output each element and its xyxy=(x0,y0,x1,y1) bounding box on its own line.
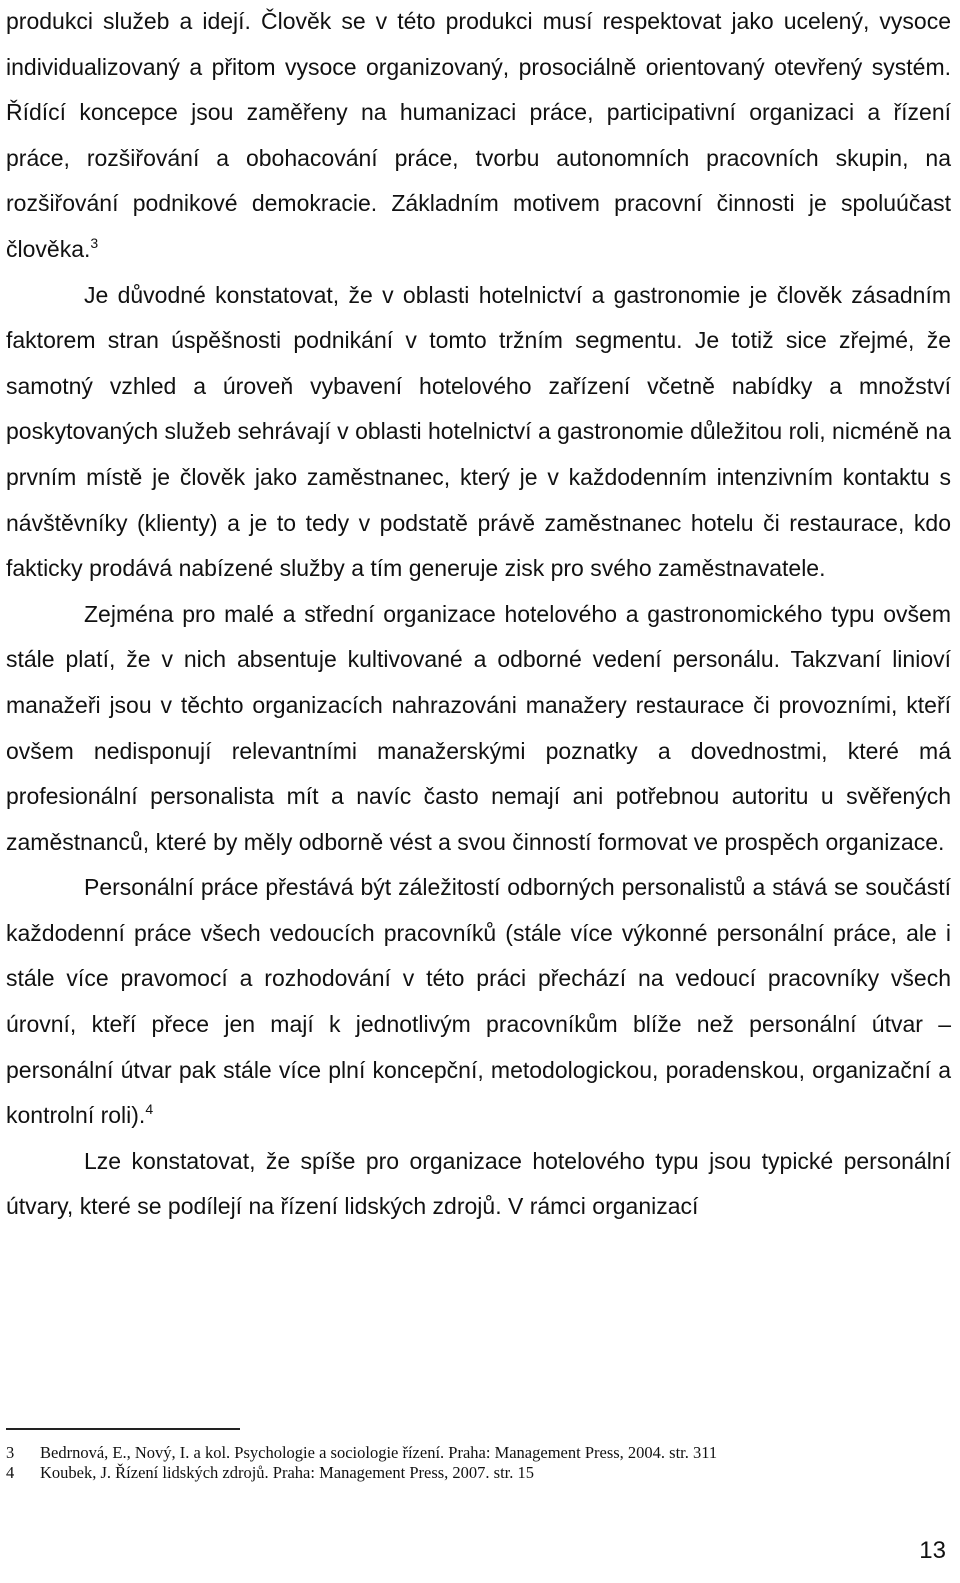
paragraph-5-text: Lze konstatovat, že spíše pro organizace hotelového typu jsou typické personální útvary, které se podílejí na řízení lidských zdrojů. V rámci organizací xyxy=(6,1147,951,1220)
page-number: 13 xyxy=(919,1537,946,1564)
footnote-text: Bedrnová, E., Nový, I. a kol. Psychologie a sociologie řízení. Praha: Management Press, 2004. str. 311 xyxy=(40,1443,718,1462)
footnote-4 xyxy=(6,1463,926,1483)
paragraph-1 xyxy=(6,0,951,273)
footnote-ref-4: 4 xyxy=(145,1101,154,1118)
paragraph-2-text: Je důvodné konstatovat, že v oblasti hotelnictví a gastronomie je člověk zásadním faktorem stran úspěšnosti podnikání v tomto tržním segmentu. Je totiž sice zřejmé, že samotný vzhled a úroveň vybavení hotelového zařízení včetně nabídky a množství poskytovaných služeb sehrávají v oblasti hotelnictví a gastronomie důležitou roli, nicméně na prvním místě je člověk jako zaměstnanec, který je v každodenním intenzivním kontaktu s návštěvníky (klienty) a je to tedy v podstatě právě zaměstnanec hotelu či restaurace, kdo fakticky prodává nabízené služby a tím generuje zisk pro svého zaměstnavatele. xyxy=(6,281,951,582)
footnote-ref-3: 3 xyxy=(90,234,99,251)
paragraph-3-text: Zejména pro malé a střední organizace hotelového a gastronomického typu ovšem stále platí, že v nich absentuje kultivované a odborné vedení personálu. Takzvaní linioví manažeři jsou v těchto organizacích nahrazováni manažery restaurace či provozními, kteří ovšem nedisponují relevantními manažerskými poznatky a dovednostmi, které má profesionální personalista mít a navíc často nemají ani potřebnou autoritu u svěřených zaměstnanců, které by měly odborně vést a svou činností formovat ve prospěch organizace. xyxy=(6,600,951,855)
paragraph-4 xyxy=(6,865,951,1139)
footnote-3 xyxy=(6,1443,926,1463)
body-text xyxy=(6,0,951,1230)
paragraph-4-text: Personální práce přestává být záležitostí odborných personalistů a stává se součástí každodenní práce všech vedoucích pracovníků (stále více výkonné personální práce, ale i stále více pravomocí a rozhodování v této práci přechází na vedoucí pracovníky všech úrovní, kteří přece jen mají k jednotlivým pracovníkům blíže než personální útvar – personální útvar pak stále více plní koncepční, metodologickou, poradenskou, organizační a kontrolní roli). xyxy=(6,874,951,1129)
paragraph-1-text: produkci služeb a idejí. Člověk se v této produkci musí respektovat jako ucelený, vysoce individualizovaný a přitom vysoce organizovaný, prosociálně orientovaný otevřený systém. Řídící koncepce jsou zaměřeny na humanizaci práce, participativní organizaci a řízení práce, rozšiřování a obohacování práce, tvorbu autonomních pracovních skupin, na rozšiřování podnikové demokracie. Základním motivem pracovní činnosti je spoluúčast člověka. xyxy=(6,8,951,262)
paragraph-3 xyxy=(6,592,951,866)
footnotes xyxy=(6,1443,926,1482)
footnote-separator xyxy=(6,1428,240,1430)
paragraph-5 xyxy=(6,1139,951,1230)
paragraph-2 xyxy=(6,273,951,592)
footnote-number: 4 xyxy=(6,1462,15,1482)
footnote-text: Koubek, J. Řízení lidských zdrojů. Praha: Management Press, 2007. str. 15 xyxy=(40,1462,535,1482)
footnote-number: 3 xyxy=(6,1443,15,1462)
